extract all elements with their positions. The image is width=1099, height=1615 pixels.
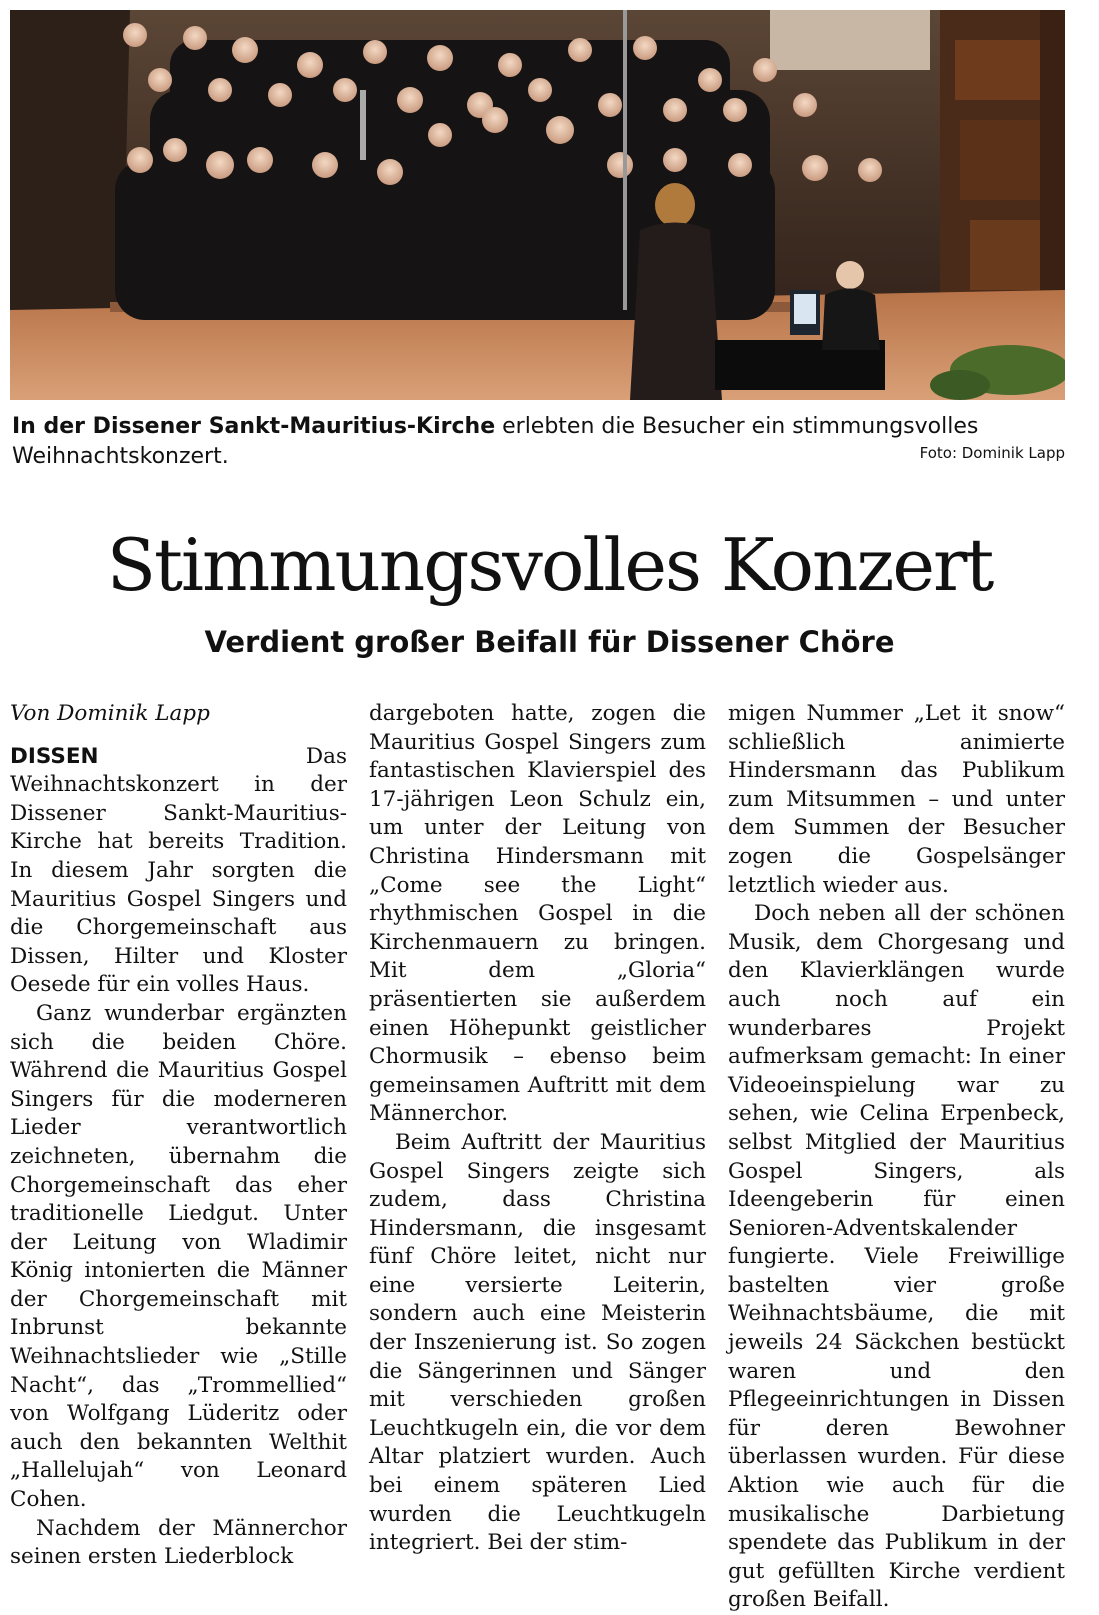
- paragraph: migen Nummer „Let it snow“ schließlich animierte Hindersmann das Publikum zum Mitsummen – und unter dem Summen der Besucher zogen die Gospelsänger letztlich wieder aus.: [728, 701, 1065, 898]
- paragraph: Ganz wunderbar ergänzten sich die beiden Chöre. Während die Mauritius Gospel Singers für die moderneren Lieder verantwortlich zeichneten, übernahm die Chorgemeinschaft das eher traditionelle Liedgut. Unter der Leitung von Wladimir König intonierten die Männer der Chorgemeinschaft mit Inbrunst bekannte Weihnachtslieder wie „Stille Nacht“, das „Trommellied“ von Wolfgang Lüderitz oder auch den bekannten Welthit „Hallelujah“ von Leonard Cohen.: [10, 1000, 347, 1513]
- paragraph: dargeboten hatte, zogen die Mauritius Gospel Singers zum fantastischen Klavierspiel des 17-jährigen Leon Schulz ein, um unter der Leitung von Christina Hindersmann mit „Come see the Light“ rhythmischen Gospel in die Kirchenmauern zu bringen. Mit dem „Gloria“ präsentierten sie außerdem einen Höhepunkt geistlicher Chormusik – ebenso beim gemeinsamen Auftritt mit dem Männerchor.: [369, 701, 706, 1127]
- article-column-1: [10, 700, 347, 1572]
- article-column-2: [369, 700, 706, 1558]
- paragraph: Nachdem der Männerchor seinen ersten Liederblock: [10, 1515, 347, 1570]
- caption-text: erlebten die Besucher ein stimmungsvolles Weihnachtskonzert.: [12, 414, 979, 469]
- byline: Von Dominik Lapp: [10, 701, 210, 726]
- photo-caption: [12, 412, 1064, 472]
- caption-lead: In der Dissener Sankt-Mauritius-Kirche: [12, 414, 496, 439]
- photo-credit: Foto: Dominik Lapp: [919, 444, 1065, 462]
- dateline: DISSEN: [10, 743, 99, 769]
- paragraph-text: Das Weihnachtskonzert in der Dissener Sankt-Mauritius-Kirche hat bereits Tradition. In diesem Jahr sorgten die Mauritius Gospel Singers und die Chorgemeinschaft aus Dissen, Hilter und Kloster Oesede für ein volles Haus.: [10, 743, 347, 998]
- paragraph: [10, 743, 347, 1000]
- choir-photo-illustration: [10, 10, 1065, 400]
- subheadline: Verdient großer Beifall für Dissener Chöre: [204, 625, 895, 659]
- paragraph: Doch neben all der schönen Musik, dem Chorgesang und den Klavierklängen wurde auch noch auf ein wunderbares Projekt aufmerksam gemacht: In einer Videoeinspielung war zu sehen, wie Celina Erpenbeck, selbst Mitglied der Mauritius Gospel Singers, als Ideengeberin für einen Senioren-Adventskalender fungierte. Viele Freiwillige bastelten vier große Weihnachtsbäume, die mit jeweils 24 Säckchen bestückt waren und den Pflegeeinrichtungen in Dissen für deren Bewohner überlassen wurden. Für diese Aktion wie auch für die musikalische Darbietung spendete das Publikum in der gut gefüllten Kirche verdient großen Beifall.: [728, 901, 1065, 1613]
- paragraph: Beim Auftritt der Mauritius Gospel Singers zeigte sich zudem, dass Christina Hindersmann, die insgesamt fünf Chöre leitet, nicht nur eine versierte Leiterin, sondern auch eine Meisterin der Inszenierung ist. So zogen die Sängerinnen und Sänger mit verschieden großen Leuchtkugeln ein, die vor dem Altar platziert wurden. Auch bei einem späteren Lied wurden die Leuchtkugeln integriert. Bei der stim-: [369, 1129, 706, 1556]
- headline: Stimmungsvolles Konzert: [106, 523, 993, 607]
- concert-photo: [10, 10, 1065, 400]
- article-column-3: [728, 700, 1065, 1615]
